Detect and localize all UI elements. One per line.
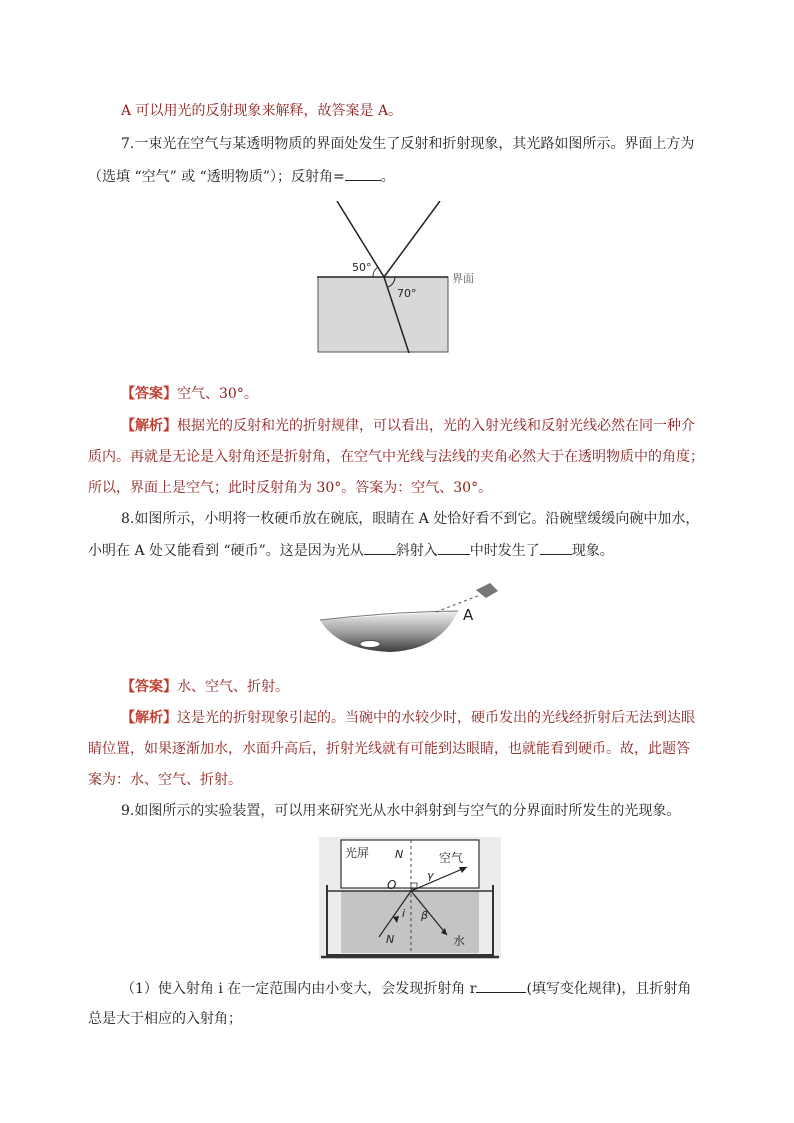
q7-answer-text: 空气、30°。	[177, 386, 258, 402]
q8-analysis-text1: 这是光的折射现象引起的。当碗中的水较少时，硬币发出的光线经折射后无法到达眼	[177, 710, 695, 726]
q8-analysis-label: 【解析】	[121, 710, 177, 726]
q7-analysis-text1: 根据光的反射和光的折射规律，可以看出，光的入射光线和反射光线必然在同一种介	[177, 418, 695, 434]
q8-answer	[121, 677, 289, 697]
angle-50-label: 50°	[352, 261, 372, 274]
air-label: 空气	[439, 851, 464, 865]
q9-sub1-line2: 总是大于相应的入射角；	[88, 1011, 242, 1027]
q7-answer-label: 【答案】	[121, 386, 177, 402]
q8-stem-text-d: 现象。	[571, 543, 614, 559]
bowl	[320, 611, 458, 652]
q7-analysis-line3: 所以，界面上是空气；此时反射角为 30°。答案为：空气、30°。	[88, 480, 493, 496]
q8-answer-label: 【答案】	[121, 679, 177, 695]
q8-analysis-line2: 睛位置，如果逐渐加水，水面升高后，折射光线就有可能到达眼睛，也就能看到硬币。故，此题答	[88, 741, 690, 757]
sight-line	[436, 595, 480, 612]
q8-blank-3	[540, 540, 572, 555]
q7-stem-line1: 7.一束光在空气与某透明物质的界面处发生了反射和折射现象，其光路如图所示。界面上方为	[121, 136, 695, 152]
q8-stem-text-b: 斜射入	[395, 543, 438, 559]
q9-blank	[476, 978, 526, 993]
intro-line: A 可以用光的反射现象来解释，故答案是 A。	[121, 103, 403, 119]
q7-stem-text-b: 。	[380, 169, 395, 185]
reflected-ray	[384, 201, 440, 277]
q9-sub1-text-b: (填写变化规律)，且折射角	[526, 981, 692, 997]
q8-blank-2	[438, 540, 470, 555]
origin-label: O	[387, 878, 397, 892]
q7-analysis-label: 【解析】	[121, 418, 177, 434]
q7-blank	[345, 166, 381, 181]
incidence-angle-label: i	[402, 907, 406, 920]
q9-sub1-line1	[121, 978, 691, 999]
q7-figure	[317, 201, 485, 353]
eye-icon	[476, 583, 498, 598]
angle-70-label: 70°	[397, 287, 417, 300]
q9-sub1-text-a: （1）使入射角 i 在一定范围内由小变大，会发现折射角 r	[121, 981, 477, 997]
q8-stem-text-a: 小明在 A 处又能看到 “硬币”。这是因为光从	[88, 543, 364, 559]
q8-answer-text: 水、空气、折射。	[177, 679, 289, 695]
medium-region	[318, 277, 448, 352]
q7-analysis-line2: 质内。再就是无论是入射角还是折射角，在空气中光线与法线的夹角必然大于在透明物质中的角度；	[88, 449, 704, 465]
q9-stem-line1: 9.如图所示的实验装置，可以用来研究光从水中斜射到与空气的分界面时所发生的光现象。	[121, 803, 681, 819]
q9-figure	[319, 837, 501, 959]
interface-label: 界面	[452, 272, 474, 285]
normal-bottom-label: N	[386, 933, 395, 946]
normal-top-label: N	[395, 848, 404, 861]
q8-stem-line1: 8.如图所示，小明将一枚硬币放在碗底，眼睛在 A 处恰好看不到它。沿碗壁缓缓向碗中加水，	[121, 511, 700, 527]
q8-blank-1	[364, 540, 396, 555]
q8-analysis-line3: 案为：水、空气、折射。	[88, 772, 242, 788]
q7-stem-line2	[88, 166, 395, 187]
q7-analysis-line1	[121, 416, 695, 436]
q8-figure	[318, 578, 504, 658]
q8-stem-text-c: 中时发生了	[469, 543, 540, 559]
beta-label: β	[421, 909, 429, 922]
q7-stem-text-a: （选填 “空气” 或 “透明物质”）；反射角=	[88, 169, 345, 185]
q7-answer	[121, 384, 258, 404]
gamma-label: γ	[427, 869, 434, 882]
point-a-label: A	[463, 606, 474, 624]
q8-stem-line2	[88, 540, 614, 561]
coin	[360, 641, 380, 648]
water-label: 水	[453, 934, 466, 948]
q8-analysis-line1	[121, 708, 695, 728]
screen-label: 光屏	[345, 846, 370, 860]
angle-arc-top	[373, 267, 378, 277]
